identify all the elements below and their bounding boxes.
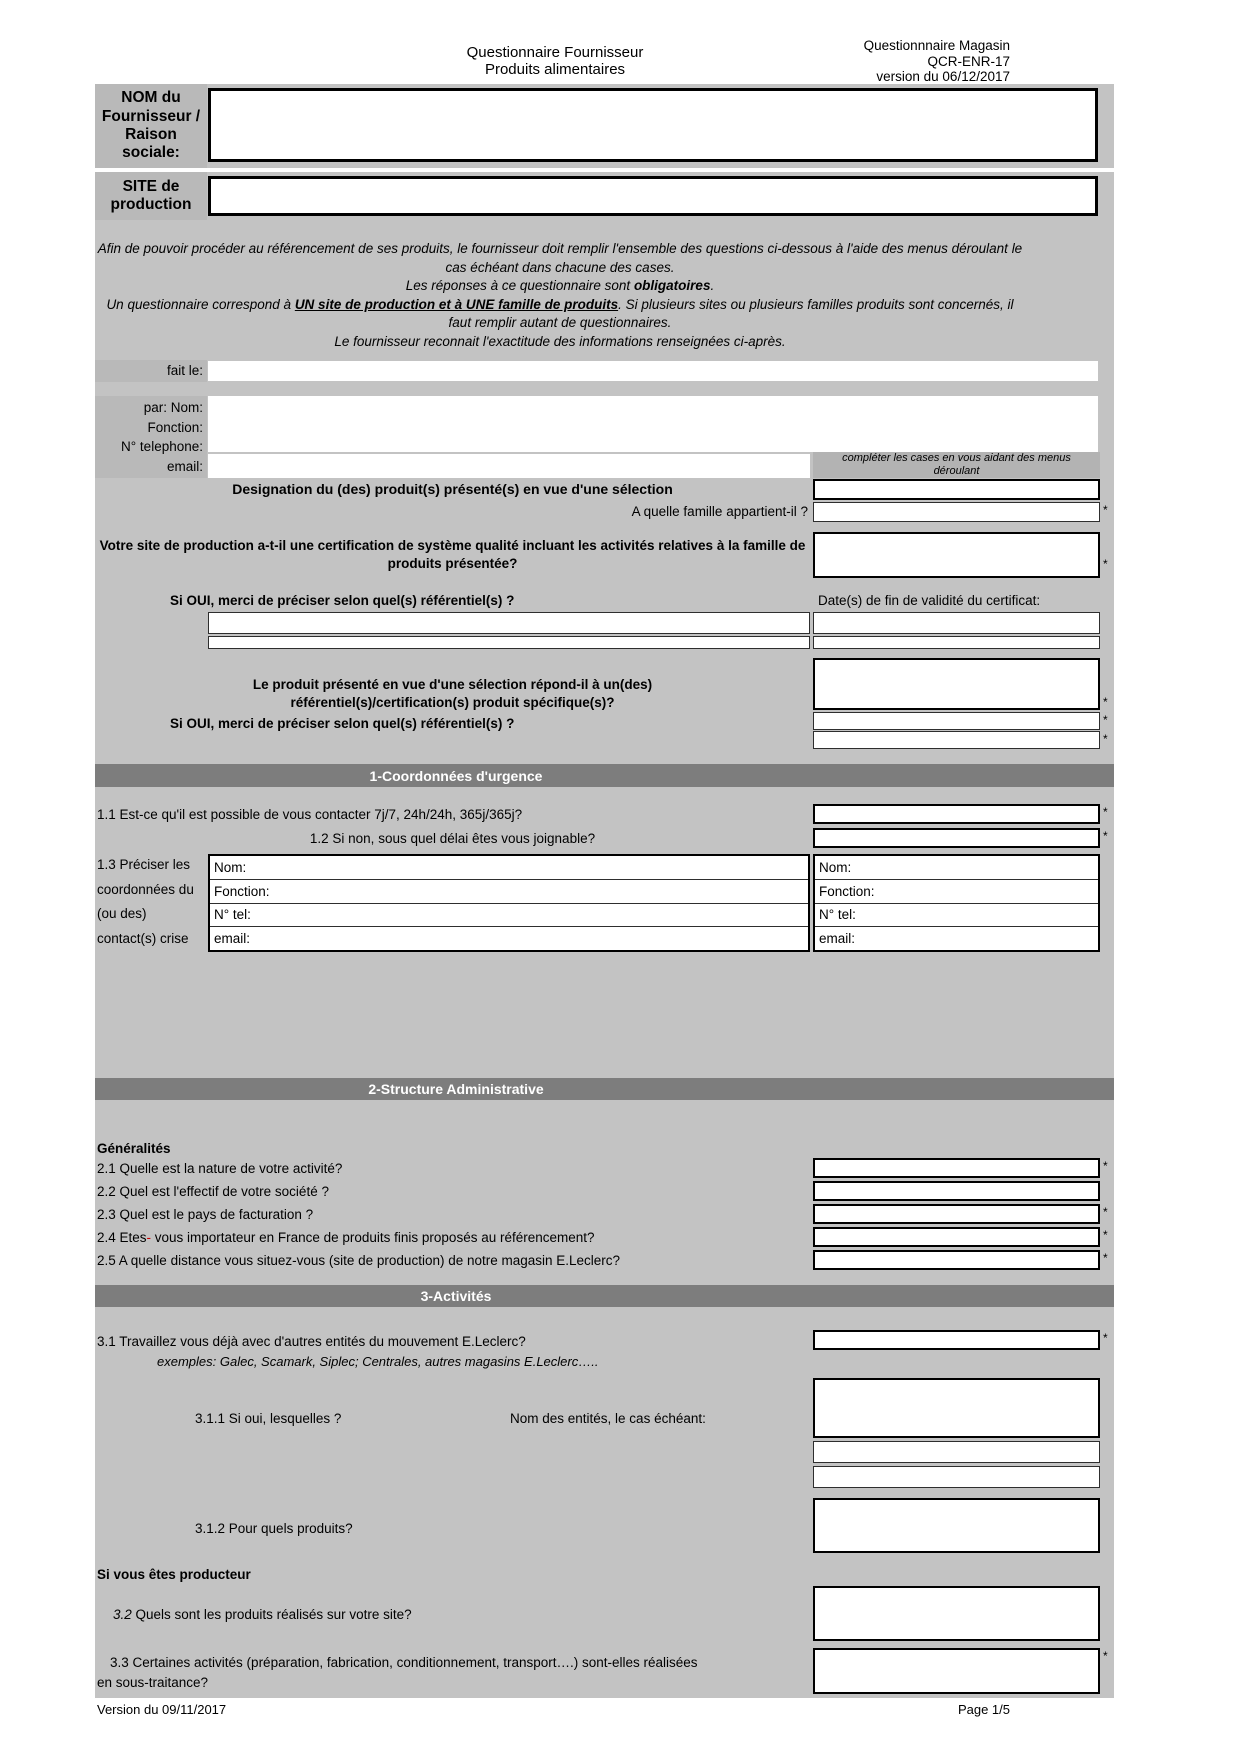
declarant-fields-input[interactable] xyxy=(208,396,1098,452)
certificate-date-2-input[interactable] xyxy=(813,636,1100,649)
answer-2-3-select[interactable] xyxy=(813,1204,1100,1224)
required-marker: * xyxy=(1103,1228,1108,1242)
entities-3-input[interactable] xyxy=(813,1466,1100,1488)
doc-title-line2: Produits alimentaires xyxy=(484,61,626,78)
intro-line-4: Le fournisseur reconnait l'exactitude des informations renseignées ci-après. xyxy=(334,333,786,349)
certification-question: Votre site de production a-t-il une certification de système qualité incluant les activités relatives à la famille de produits présentée? xyxy=(99,538,806,571)
crisis-contact-left-nom-input[interactable]: Nom: xyxy=(214,859,247,875)
doc-title-line1: Questionnaire Fournisseur xyxy=(466,44,644,61)
question-3-3-line2: en sous-traitance? xyxy=(97,1675,209,1690)
product-referentiel-1-input[interactable] xyxy=(813,712,1100,730)
question-2-1: 2.1 Quelle est la nature de votre activité? xyxy=(97,1161,343,1176)
generalites-heading: Généralités xyxy=(97,1141,171,1156)
production-site-label: SITE de production xyxy=(95,172,207,220)
section2-bar xyxy=(95,1078,1114,1100)
referentiel-1-input[interactable] xyxy=(208,612,810,634)
section3-bar xyxy=(95,1285,1114,1307)
doc-ref-block xyxy=(790,38,1010,85)
spellcheck-dash: - xyxy=(146,1230,152,1245)
production-site-input[interactable] xyxy=(208,176,1098,216)
product-referential-question: Le produit présenté en vue d'une sélection répond-il à un(des) référentiel(s)/certification(s) produit spécifique(s)? xyxy=(252,677,653,710)
footer-page: Page 1/5 xyxy=(957,1702,1010,1717)
designation-input[interactable] xyxy=(813,479,1100,500)
supplier-name-label: NOM du Fournisseur / Raison sociale: xyxy=(95,84,207,168)
section1-title: 1-Coordonnées d'urgence xyxy=(369,767,543,784)
doc-ref-line1: Questionnnaire Magasin xyxy=(863,38,1010,53)
section1-bar xyxy=(95,764,1114,787)
required-marker: * xyxy=(1103,732,1108,746)
certificate-date-label: Date(s) de fin de validité du certificat: xyxy=(818,593,1041,608)
answer-3-1-2-input[interactable] xyxy=(813,1498,1100,1553)
answer-3-3-select[interactable] xyxy=(813,1648,1100,1694)
question-2-3: 2.3 Quel est le pays de facturation ? xyxy=(97,1207,314,1222)
question-3-1-1-hint: Nom des entités, le cas échéant: xyxy=(510,1411,706,1426)
designation-label: Designation du (des) produit(s) présenté(s) en vue d'une sélection xyxy=(232,481,673,497)
par-nom-label: par: Nom: xyxy=(143,400,203,415)
answer-1-2-select[interactable] xyxy=(813,828,1100,848)
famille-label: A quelle famille appartient-il ? xyxy=(631,504,808,519)
answer-2-2-input[interactable] xyxy=(813,1181,1100,1201)
referentiel-2-input[interactable] xyxy=(208,636,810,649)
crisis-contact-right-email-input[interactable]: email: xyxy=(815,926,1098,950)
question-3-1: 3.1 Travaillez vous déjà avec d'autres entités du mouvement E.Leclerc? xyxy=(97,1334,526,1349)
intro-paragraph xyxy=(95,240,1025,352)
answer-2-4-select[interactable] xyxy=(813,1227,1100,1247)
entities-2-input[interactable] xyxy=(813,1441,1100,1463)
crisis-contact-right-nom-input[interactable]: Nom: xyxy=(819,859,852,875)
answer-2-5-select[interactable] xyxy=(813,1250,1100,1270)
product-referential-select[interactable] xyxy=(813,658,1100,710)
supplier-name-input[interactable] xyxy=(208,88,1098,162)
intro-line-2: Les réponses à ce questionnaire sont obligatoires. xyxy=(405,278,715,294)
famille-select[interactable] xyxy=(813,502,1100,522)
answer-3-2-input[interactable] xyxy=(813,1586,1100,1641)
crisis-contact-left-email-input[interactable]: email: xyxy=(210,926,808,950)
question-3-1-2: 3.1.2 Pour quels produits? xyxy=(195,1521,353,1536)
doc-title xyxy=(380,44,730,78)
question-1-2: 1.2 Si non, sous quel délai êtes vous joignable? xyxy=(309,831,596,846)
question-2-2: 2.2 Quel est l'effectif de votre société ? xyxy=(97,1184,329,1199)
certification-si-oui-label: Si OUI, merci de préciser selon quel(s) référentiel(s) ? xyxy=(170,593,515,608)
telephone-label: N° telephone: xyxy=(121,439,203,455)
answer-1-1-select[interactable] xyxy=(813,804,1100,824)
question-3-1-1: 3.1.1 Si oui, lesquelles ? xyxy=(195,1411,342,1426)
section3-title: 3-Activités xyxy=(420,1288,492,1304)
question-2-4: 2.4 Etes- vous importateur en France de produits finis proposés au référencement? xyxy=(97,1230,595,1245)
required-marker: * xyxy=(1103,695,1108,709)
certification-select[interactable] xyxy=(813,532,1100,578)
entities-1-input[interactable] xyxy=(813,1378,1100,1438)
crisis-contact-left-fonction-input[interactable]: Fonction: xyxy=(210,879,808,903)
row-separator xyxy=(95,168,1114,172)
required-marker: * xyxy=(1103,1331,1108,1345)
crisis-contact-right-fonction-input[interactable]: Fonction: xyxy=(815,879,1098,903)
section2-title: 2-Structure Administrative xyxy=(368,1081,544,1097)
crisis-contact-left-tel-input[interactable]: N° tel: xyxy=(210,903,808,927)
fait-le-input[interactable] xyxy=(208,361,1098,381)
question-3-1-examples: exemples: Galec, Scamark, Siplec; Centrales, autres magasins E.Leclerc….. xyxy=(157,1354,599,1369)
required-marker: * xyxy=(1103,1205,1108,1219)
question-1-3: 1.3 Préciser les coordonnées du (ou des) contact(s) crise xyxy=(97,857,194,946)
answer-3-1-select[interactable] xyxy=(813,1330,1100,1350)
fait-le-label: fait le: xyxy=(95,360,207,382)
required-marker: * xyxy=(1103,805,1108,819)
question-3-2: 3.2 Quels sont les produits réalisés sur votre site? xyxy=(113,1607,412,1622)
question-1-1: 1.1 Est-ce qu'il est possible de vous contacter 7j/7, 24h/24h, 365j/365j? xyxy=(97,807,523,822)
fonction-label: Fonction: xyxy=(147,419,203,435)
required-marker: * xyxy=(1103,1649,1108,1663)
dropdown-hint: compléter les cases en vous aidant des menus déroulant xyxy=(813,452,1100,478)
intro-line-1: Afin de pouvoir procéder au référencement de ses produits, le fournisseur doit remplir l'ensemble des questions ci-dessous à l'aide des menus déroulant le cas échéant dans chacune des cases. xyxy=(97,241,1023,275)
required-marker: * xyxy=(1103,713,1108,727)
certificate-date-1-input[interactable] xyxy=(813,612,1100,634)
product-referentiel-2-input[interactable] xyxy=(813,731,1100,749)
required-marker: * xyxy=(1103,557,1108,571)
crisis-contact-right-tel-input[interactable]: N° tel: xyxy=(815,903,1098,927)
question-3-3-line1: 3.3 Certaines activités (préparation, fabrication, conditionnement, transport….) sont-elles réalisées xyxy=(110,1655,698,1670)
doc-ref-line2: QCR-ENR-17 xyxy=(927,53,1010,69)
required-marker: * xyxy=(1103,1251,1108,1265)
declarant-labels xyxy=(95,396,207,478)
footer-version: Version du 09/11/2017 xyxy=(97,1702,227,1717)
question-2-5: 2.5 A quelle distance vous situez-vous (site de production) de notre magasin E.Leclerc? xyxy=(97,1253,621,1268)
required-marker: * xyxy=(1103,1159,1108,1173)
declarant-email-input[interactable] xyxy=(208,454,810,478)
required-marker: * xyxy=(1103,829,1108,843)
email-label: email: xyxy=(166,458,203,474)
producer-heading: Si vous êtes producteur xyxy=(97,1567,251,1582)
required-marker: * xyxy=(1103,503,1108,517)
intro-line-3: Un questionnaire correspond à UN site de production et à UNE famille de produits. Si plusieurs sites ou plusieurs familles produits sont concernés, il faut remplir autant de questionnaires. xyxy=(106,296,1014,331)
doc-ref-line3: version du 06/12/2017 xyxy=(876,69,1010,84)
answer-2-1-select[interactable] xyxy=(813,1158,1100,1178)
product-si-oui-label: Si OUI, merci de préciser selon quel(s) référentiel(s) ? xyxy=(170,716,515,731)
crisis-contact-right xyxy=(813,854,1100,952)
crisis-contact-left xyxy=(208,854,810,952)
